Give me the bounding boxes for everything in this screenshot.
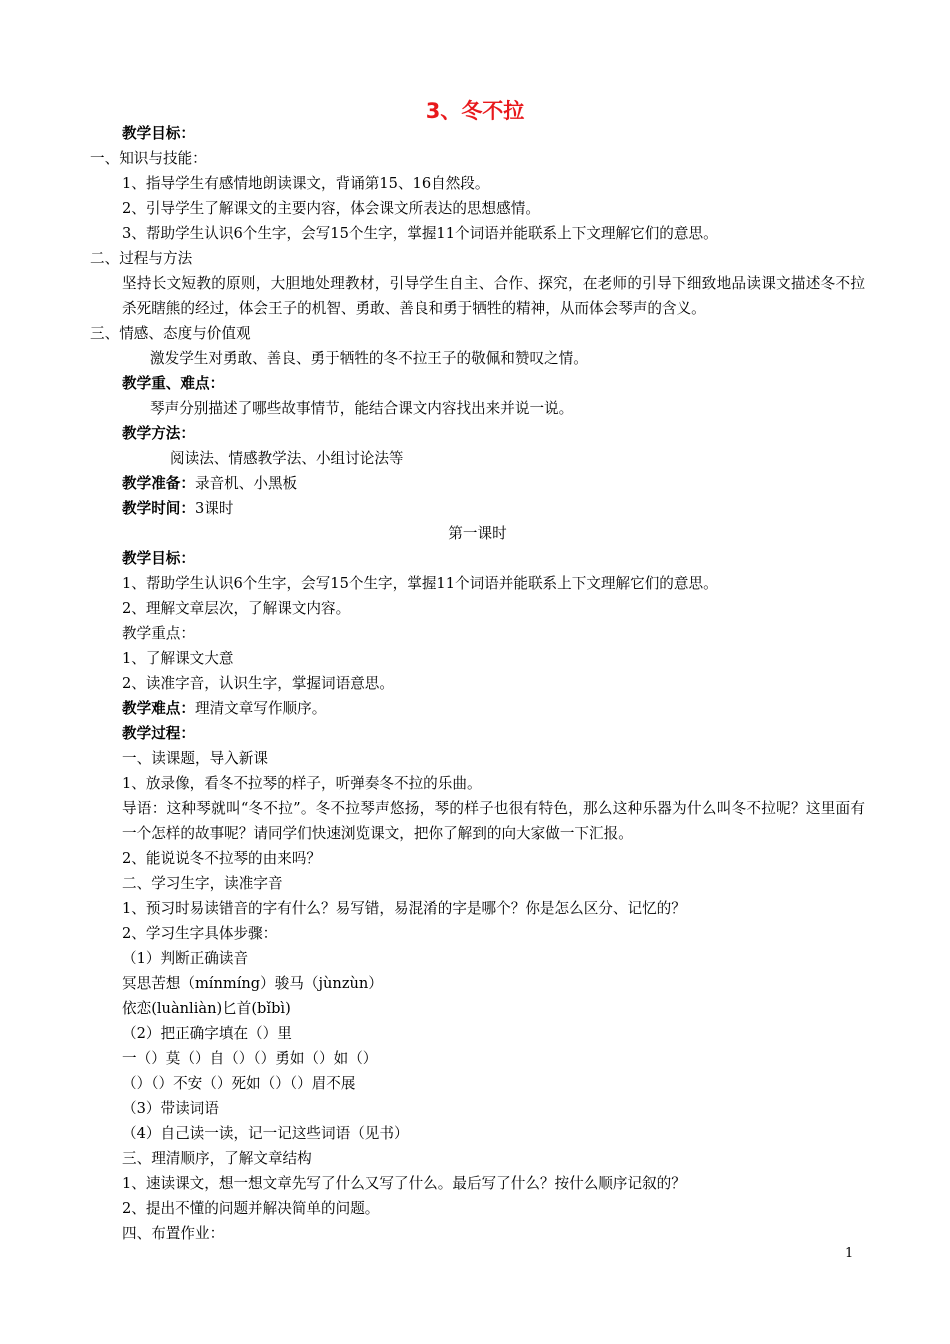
text-line: 导语：这种琴就叫“冬不拉”。冬不拉琴声悠扬，琴的样子也很有特色，那么这种乐器为什么叫冬不拉呢？这里面有一个怎样的故事呢？请同学们快速浏览课文，把你了解到的向大家做一下汇报。 — [122, 800, 865, 842]
text-line: 阅读法、情感教学法、小组讨论法等 — [170, 450, 404, 467]
text-line: 依恋(luànliàn)匕首(bǐbì) — [122, 1000, 291, 1017]
text-line — [90, 371, 865, 396]
text-line: 坚持长文短教的原则，大胆地处理教材，引导学生自主、合作、探究，在老师的引导下细致地品读课文描述冬不拉杀死瞎熊的经过，体会王子的机智、勇敢、善良和勇于牺牲的精神，从而体会琴声的含义。 — [122, 275, 865, 317]
text-line: （）（）不安（）死如（）（）眉不展 — [122, 1075, 356, 1092]
text-line: （4）自己读一读，记一记这些词语（见书） — [122, 1125, 409, 1142]
text-line: 1、帮助学生认识6个生字，会写15个生字，掌握11个词语并能联系上下文理解它们的意思。 — [122, 575, 718, 592]
text-line: 激发学生对勇敢、善良、勇于牺牲的冬不拉王子的敬佩和赞叹之情。 — [150, 350, 588, 367]
text-line: 琴声分别描述了哪些故事情节，能结合课文内容找出来并说一说。 — [150, 400, 574, 417]
label-value: 录音机、小黑板 — [194, 475, 298, 492]
text-line: 一、知识与技能： — [90, 150, 207, 167]
text-line: 二、学习生字，读准字音 — [122, 875, 283, 892]
text-line: 教学重点： — [122, 625, 195, 642]
text-line: 一、读课题，导入新课 — [122, 750, 268, 767]
label-value: 3课时 — [194, 500, 234, 517]
bold-label: 教学时间： — [122, 500, 195, 517]
text-line: 冥思苦想（mínmíng）骏马（jùnzùn） — [122, 975, 383, 992]
bold-label: 教学方法： — [122, 425, 195, 442]
text-line — [90, 471, 865, 496]
text-line: 四、布置作业： — [122, 1225, 225, 1242]
bold-label: 教学过程： — [122, 725, 195, 742]
text-line: （3）带读词语 — [122, 1100, 219, 1117]
bold-label: 教学目标： — [122, 550, 195, 567]
text-line: 2、理解文章层次，了解课文内容。 — [122, 600, 351, 617]
text-line: （1）判断正确读音 — [122, 950, 249, 967]
text-line: 2、学习生字具体步骤： — [122, 925, 278, 942]
text-line: 1、指导学生有感情地朗读课文，背诵第15、16自然段。 — [122, 175, 490, 192]
text-line: 3、帮助学生认识6个生字，会写15个生字，掌握11个词语并能联系上下文理解它们的意思。 — [122, 225, 718, 242]
text-line: 2、读准字音，认识生字，掌握词语意思。 — [122, 675, 394, 692]
text-line: （2）把正确字填在（）里 — [122, 1025, 292, 1042]
text-line: 1、放录像，看冬不拉琴的样子，听弹奏冬不拉的乐曲。 — [122, 775, 482, 792]
bold-label: 教学难点： — [122, 700, 195, 717]
text-line: 2、能说说冬不拉琴的由来吗？ — [122, 850, 322, 867]
text-line: 1、了解课文大意 — [122, 650, 234, 667]
text-line — [90, 546, 865, 571]
text-line: 1、速读课文，想一想文章先写了什么又写了什么。最后写了什么？按什么顺序记叙的？ — [122, 1175, 686, 1192]
bold-label: 教学目标： — [122, 125, 195, 142]
text-line: 第一课时 — [448, 525, 507, 542]
text-line: 二、过程与方法 — [90, 250, 193, 267]
text-line: 一（）莫（）自（）（）勇如（）如（） — [122, 1050, 378, 1067]
text-line: 三、情感、态度与价值观 — [90, 325, 251, 342]
text-line — [90, 696, 865, 721]
text-line: 1、预习时易读错音的字有什么？易写错，易混淆的字是哪个？你是怎么区分、记忆的？ — [122, 900, 686, 917]
text-line — [90, 121, 865, 146]
text-line — [90, 421, 865, 446]
label-value: 理清文章写作顺序。 — [194, 700, 327, 717]
document-title: 3、冬不拉 — [425, 99, 525, 123]
text-line — [90, 721, 865, 746]
bold-label: 教学重、难点： — [122, 375, 225, 392]
text-line: 三、理清顺序，了解文章结构 — [122, 1150, 312, 1167]
bold-label: 教学准备： — [122, 475, 195, 492]
text-line: 2、引导学生了解课文的主要内容，体会课文所表达的思想感情。 — [122, 200, 540, 217]
document-body — [90, 121, 865, 1246]
text-line — [90, 496, 865, 521]
page-number: 1 — [845, 1246, 854, 1261]
text-line: 2、提出不懂的问题并解决简单的问题。 — [122, 1200, 380, 1217]
